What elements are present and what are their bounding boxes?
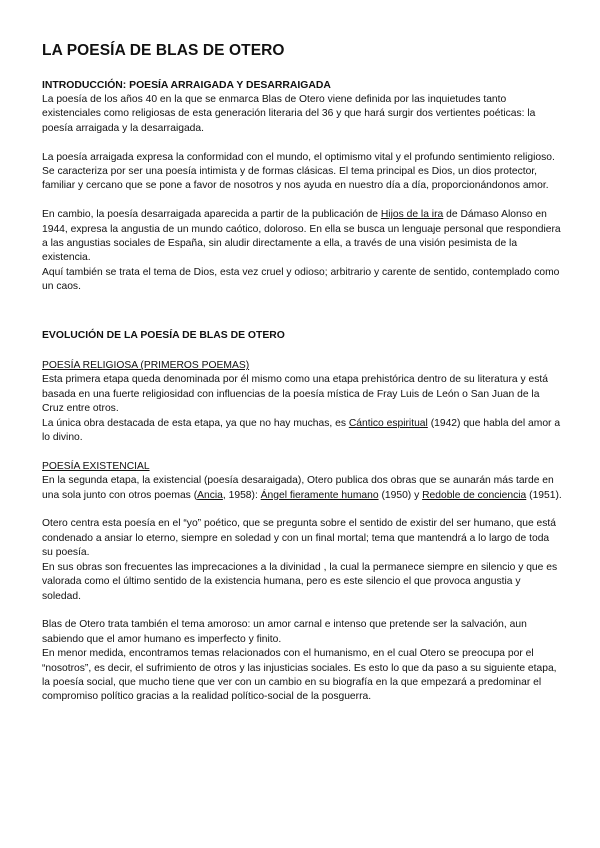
book-title-angel-fieramente-humano: Ángel fieramente humano [260, 489, 379, 501]
religious-paragraph-2: La única obra destacada de esta etapa, ya que no hay muchas, es Cántico espiritual (1942) que habla del amor a lo divino. [42, 417, 561, 444]
document-title: LA POESÍA DE BLAS DE OTERO [42, 42, 285, 59]
intro-paragraph-1: La poesía de los años 40 en la que se enmarca Blas de Otero viene definida por las inquietudes tanto existenciales como religiosas de esta generación literaria del 36 y que hará surgir dos vertientes poéticas: la poesía arraigada y la desarraigada. [42, 94, 536, 134]
intro-paragraph-4: Aquí también se trata el tema de Dios, esta vez cruel y odioso; arbitrario y carente de sentido, contemplado como un caos. [42, 266, 560, 293]
intro-paragraph-3: En cambio, la poesía desarraigada aparecida a partir de la publicación de Hijos de la ira de Dámaso Alonso en 1944, expresa la angustia de un mundo caótico, doloroso. En ella se busca un lenguaje personal que respondiera a las angustias sociales de España, sin aludir directamente a ella, a través de una visión pesimista de la existencia. [42, 209, 561, 264]
evolution-heading: EVOLUCIÓN DE LA POESÍA DE BLAS DE OTERO [42, 330, 285, 342]
existential-paragraph-5: En menor medida, encontramos temas relacionados con el humanismo, en el cual Otero se preocupa por el “nosotros”, es decir, el sufrimiento de otros y las injusticias sociales. Es esto lo que da paso a su siguiente etapa, la poesía social, que mucho tiene que ver con un cambio en su biografía en la que empezará a predominar el compromiso político gracias a la realidad político-social de la posguerra. [42, 648, 557, 703]
existential-paragraph-3: En sus obras son frecuentes las imprecaciones a la divinidad , la cual la permanece siempre en silencio y que es valorada como el último sentido de la existencia humana, pero es este silencio el que provoca angustia y soledad. [42, 561, 558, 602]
existential-subheading: POESÍA EXISTENCIAL [42, 460, 150, 472]
book-title-ancia: Ancia [197, 489, 223, 501]
intro-paragraph-2: La poesía arraigada expresa la conformidad con el mundo, el optimismo vital y el profundo sentimiento religioso. Se caracteriza por ser una poesía intimista y de formas clásicas. El tema principal es Dios, un dios protector, familiar y cercano que se pone a favor de nosotros y nos ayuda en nuestro día a día, proporcionándonos amor. [42, 151, 555, 192]
religious-paragraph-1: Esta primera etapa queda denominada por él mismo como una etapa prehistórica dentro de su literatura y está basada en una fuerte religiosidad con influencias de la poesía mística de Fray Luis de León o San Juan de la Cruz entre otros. [42, 374, 548, 415]
document-page [42, 42, 562, 705]
intro-heading: INTRODUCCIÓN: POESÍA ARRAIGADA Y DESARRAIGADA [42, 80, 331, 91]
book-title-hijos-de-la-ira: Hijos de la ira [380, 209, 444, 221]
existential-paragraph-2: Otero centra esta poesía en el “yo” poético, que se pregunta sobre el sentido de existir del ser humano, que está condenado a ansiar lo eterno, siempre en soledad y con un final mortal; tema que mantendrá a lo largo de toda su poesía. [42, 518, 557, 559]
religious-subheading: POESÍA RELIGIOSA (PRIMEROS POEMAS) [42, 360, 250, 372]
existential-paragraph-4: Blas de Otero trata también el tema amoroso: un amor carnal e intenso que pretende ser la salvación, aun sabiendo que el amor humano es imperfecto y finito. [42, 619, 527, 645]
book-title-cantico-espiritual: Cántico espiritual [348, 417, 428, 429]
existential-paragraph-1: En la segunda etapa, la existencial (poesía desaraigada), Otero publica dos obras que se aunarán más tarde en una sola junto con otros poemas (Ancia, 1958): Ángel fieramente humano (1950) y Redoble de conciencia (1951). [42, 475, 562, 501]
book-title-redoble-de-conciencia: Redoble de conciencia [422, 489, 527, 501]
